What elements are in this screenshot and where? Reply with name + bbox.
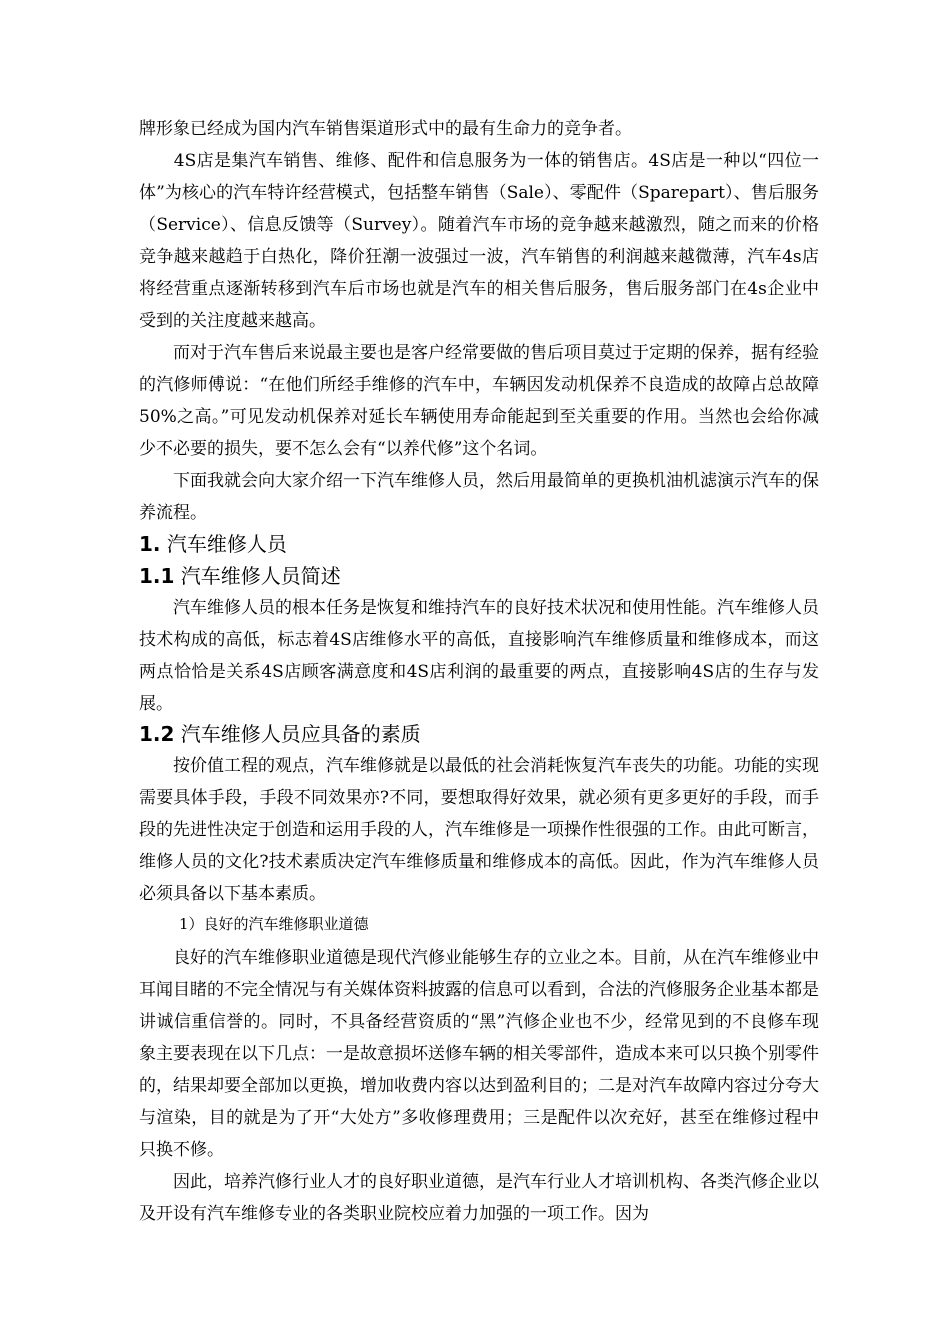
paragraph-training: 因此，培养汽修行业人才的良好职业道德，是汽车行业人才培训机构、各类汽修企业以及开设有汽车维修专业的各类职业院校应着力加强的一项工作。因为	[139, 1172, 819, 1224]
heading-text: 汽车维修人员简述	[174, 564, 341, 588]
heading-number: 1.	[139, 532, 161, 556]
heading-number: 1.2	[139, 722, 175, 746]
heading-section-1	[139, 530, 819, 558]
paragraph-value-engineering: 按价值工程的观点，汽车维修就是以最低的社会消耗恢复汽车丧失的功能。功能的实现需要具体手段，手段不同效果亦?不同，要想取得好效果，就必须有更多更好的手段，而手段的先进性决定于创造和运用手段的人，汽车维修是一项操作性很强的工作。由此可断言，维修人员的文化?技术素质决定汽车维修质量和维修成本的高低。因此，作为汽车维修人员必须具备以下基本素质。	[139, 756, 819, 904]
paragraph-technician-overview: 汽车维修人员的根本任务是恢复和维持汽车的良好技术状况和使用性能。汽车维修人员技术构成的高低，标志着4S店维修水平的高低，直接影响汽车维修质量和维修成本，而这两点恰恰是关系4S店顾客满意度和4S店利润的最重要的两点，直接影响4S店的生存与发展。	[139, 598, 819, 714]
paragraph-professional-ethics: 良好的汽车维修职业道德是现代汽修业能够生存的立业之本。目前，从在汽车维修业中耳闻目睹的不完全情况与有关媒体资料披露的信息可以看到，合法的汽修服务企业基本都是讲诚信重信誉的。同时，不具备经营资质的“黑”汽修企业也不少，经常见到的不良修车现象主要表现在以下几点：一是故意损坏送修车辆的相关零部件，造成本来可以只换个别零件的，结果却要全部加以更换，增加收费内容以达到盈利目的；二是对汽车故障内容过分夸大与渲染，目的就是为了开“大处方”多收修理费用；三是配件以次充好，甚至在维修过程中只换不修。	[139, 948, 819, 1160]
heading-number: 1.1	[139, 564, 175, 588]
heading-text: 汽车维修人员	[160, 532, 287, 556]
paragraph-4s-definition: 4S店是集汽车销售、维修、配件和信息服务为一体的销售店。4S店是一种以“四位一体”为核心的汽车特许经营模式，包括整车销售（Sale）、零配件（Sparepart）、售后服务（Service）、信息反馈等（Survey）。随着汽车市场的竞争越来越激烈，随之而来的价格竞争越来越趋于白热化，降价狂潮一波强过一波，汽车销售的利润越来越微薄，汽车4s店将经营重点逐渐转移到汽车后市场也就是汽车的相关售后服务，售后服务部门在4s企业中受到的关注度越来越高。	[139, 151, 819, 331]
list-item-professional-ethics: 1）良好的汽车维修职业道德	[179, 915, 369, 933]
paragraph-maintenance-importance: 而对于汽车售后来说最主要也是客户经常要做的售后项目莫过于定期的保养，据有经验的汽修师傅说：“在他们所经手维修的汽车中，车辆因发动机保养不良造成的故障占总故障50%之高。”可见发动机保养对延长车辆使用寿命能起到至关重要的作用。当然也会给你减少不必要的损失，要不怎么会有“以养代修”这个名词。	[139, 343, 819, 459]
heading-section-1-1	[139, 562, 819, 590]
heading-section-1-2	[139, 720, 819, 748]
heading-text: 汽车维修人员应具备的素质	[174, 722, 421, 746]
paragraph-brand-image: 牌形象已经成为国内汽车销售渠道形式中的最有生命力的竞争者。	[139, 119, 632, 139]
paragraph-introduction: 下面我就会向大家介绍一下汽车维修人员，然后用最简单的更换机油机滤演示汽车的保养流程。	[139, 471, 819, 523]
